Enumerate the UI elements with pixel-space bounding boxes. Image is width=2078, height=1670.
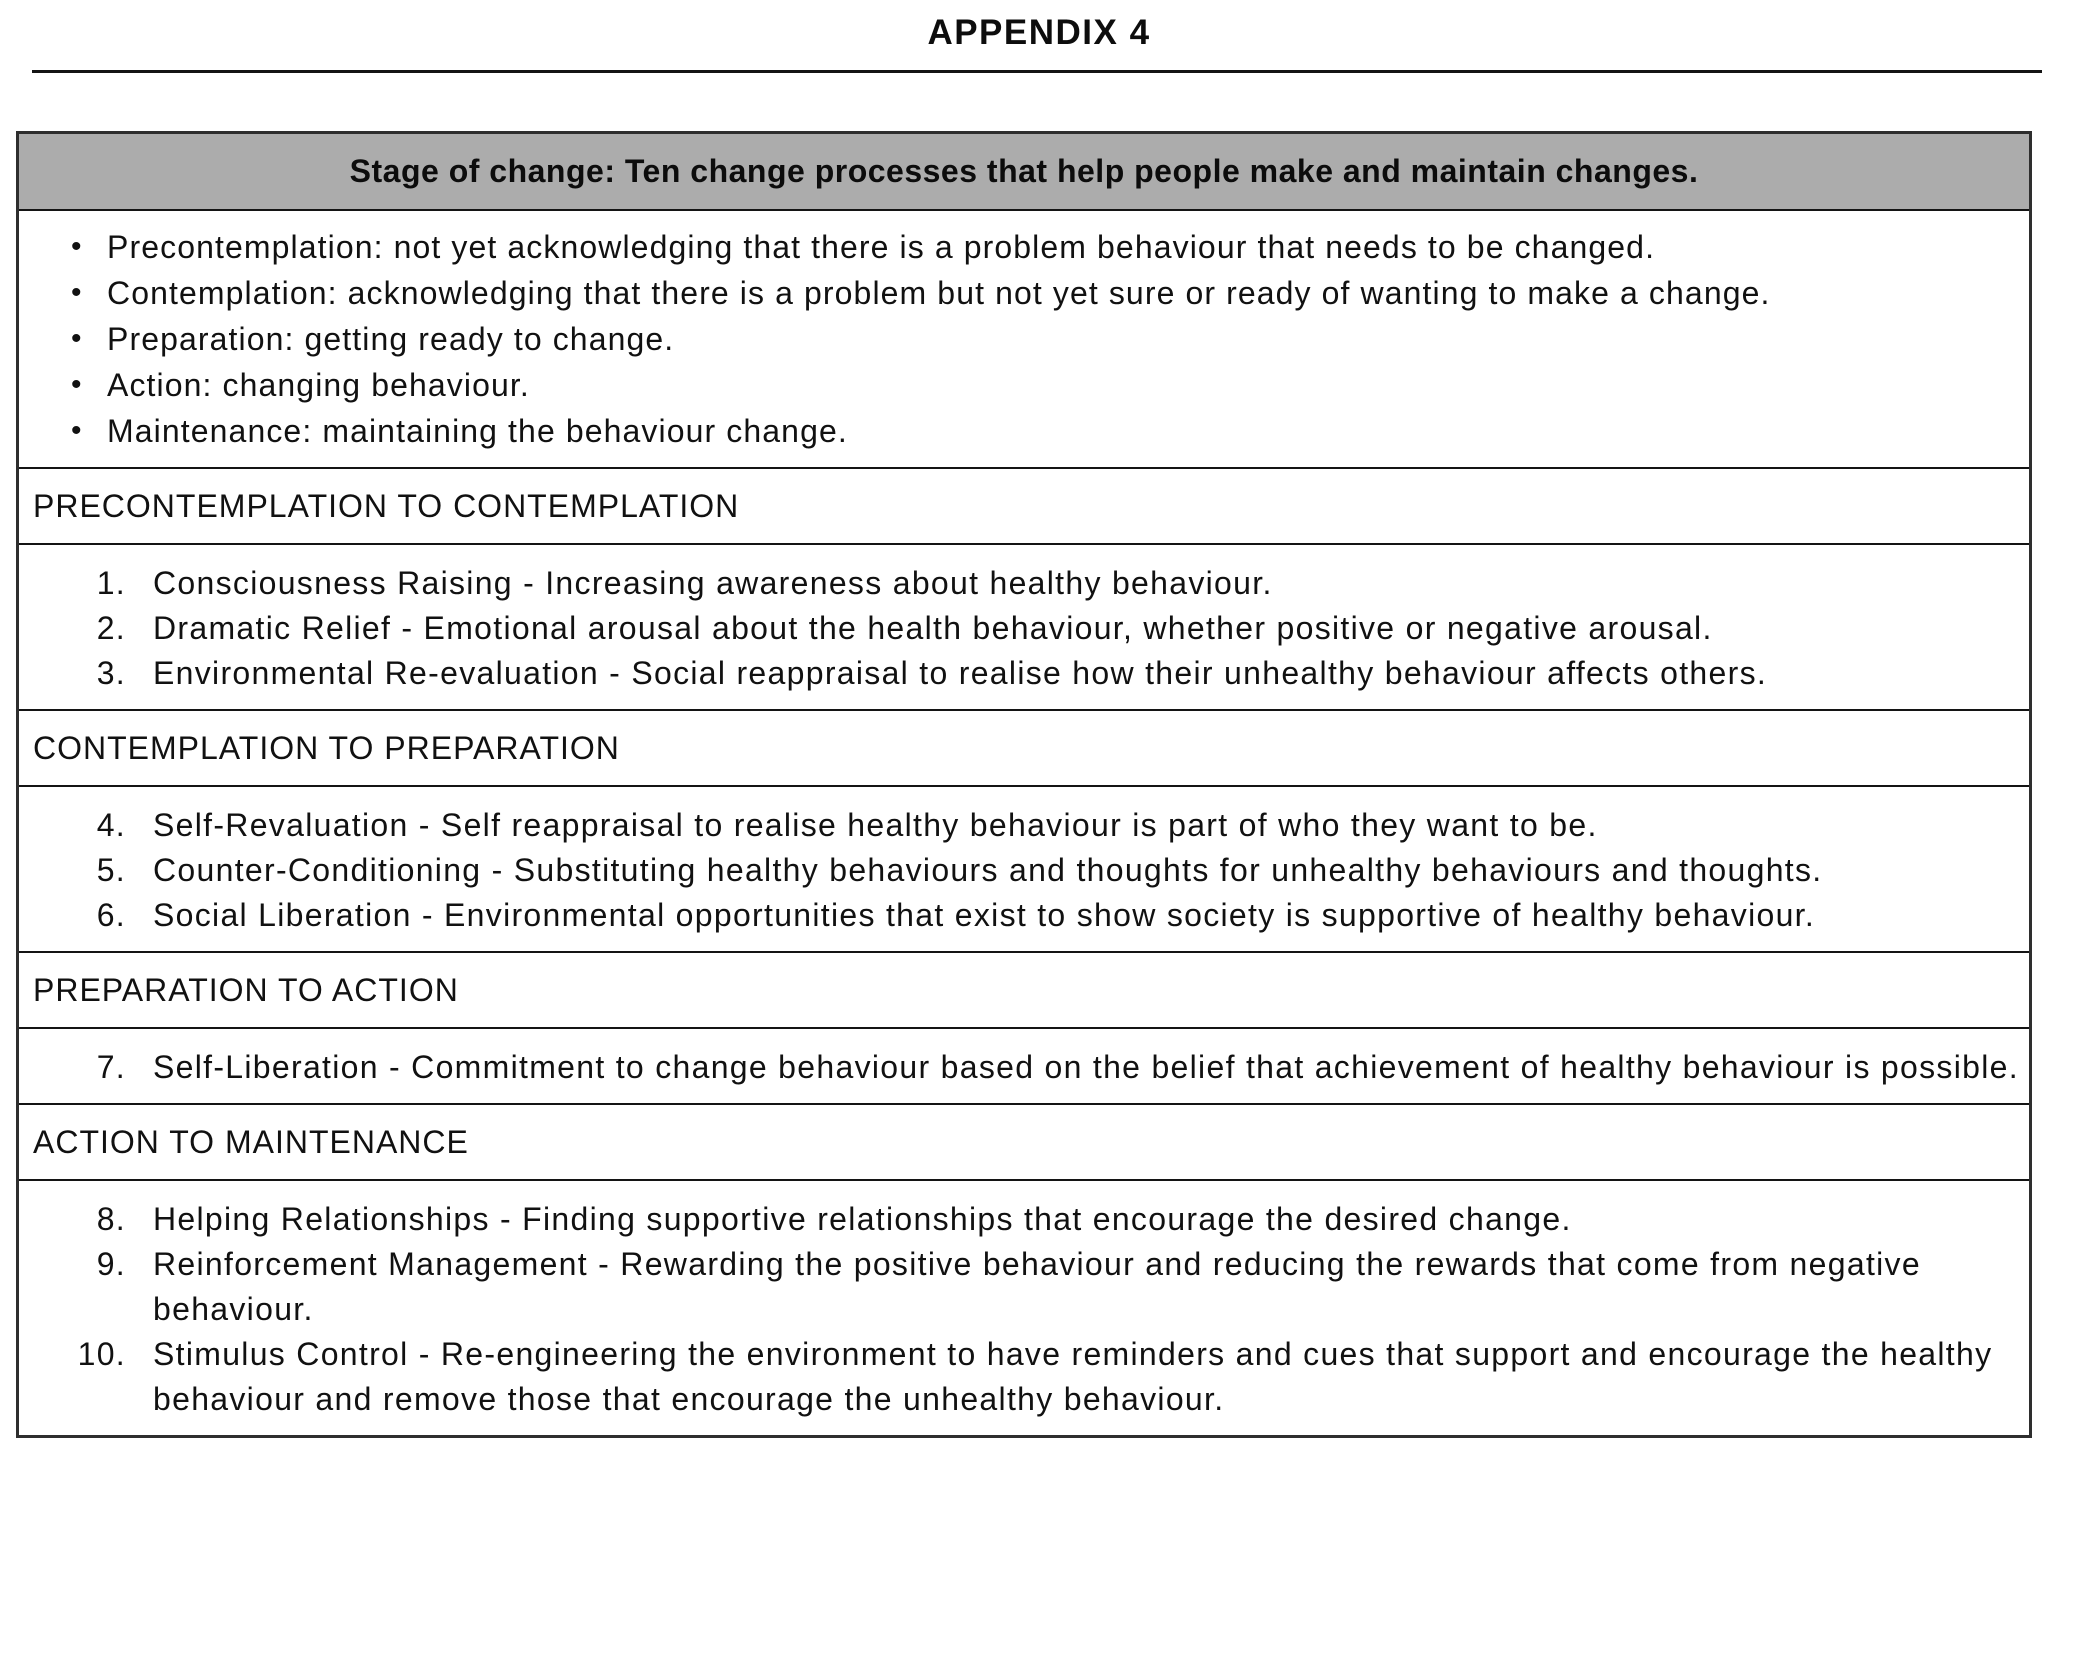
stage-text: Action: changing behaviour. [107,367,530,403]
item-text: Reinforcement Management - Rewarding the positive behaviour and reducing the rewards that come from negative behaviour. [153,1246,1921,1327]
stage-definition-list [19,209,2029,467]
process-list [19,543,2029,709]
item-text: Environmental Re-evaluation - Social reappraisal to realise how their unhealthy behaviour affects others. [153,655,1768,691]
list-item [19,362,1989,408]
stage-text: Precontemplation: not yet acknowledging that there is a problem behaviour that needs to be changed. [107,229,1656,265]
process-item [19,893,2027,938]
section-heading-contemplation-to-preparation: CONTEMPLATION TO PREPARATION [19,709,2029,785]
bullet-icon: • [71,276,83,309]
list-item [19,408,1989,454]
item-number: 9. [96,1246,126,1282]
item-text: Stimulus Control - Re-engineering the environment to have reminders and cues that support and encourage the healthy behaviour and remove those that encourage the unhealthy behaviour. [153,1336,1993,1417]
process-item [19,803,2027,848]
stage-text: Contemplation: acknowledging that there is a problem but not yet sure or ready of wanting to make a change. [107,275,1771,311]
page-title: APPENDIX 4 [927,13,1151,52]
list-item [19,270,1989,316]
process-list [19,785,2029,951]
process-item [19,1045,2027,1090]
stages-of-change-table [16,131,2032,1438]
item-text: Social Liberation - Environmental opportunities that exist to show society is supportive of healthy behaviour. [153,897,1816,933]
bullet-icon: • [71,414,83,447]
title-divider [32,70,2042,73]
item-text: Dramatic Relief - Emotional arousal about the health behaviour, whether positive or negative arousal. [153,610,1713,646]
item-text: Counter-Conditioning - Substituting healthy behaviours and thoughts for unhealthy behaviours and thoughts. [153,852,1823,888]
section-heading-action-to-maintenance: ACTION TO MAINTENANCE [19,1103,2029,1179]
process-item [19,606,2027,651]
process-item [19,561,2027,606]
item-number: 5. [96,852,126,888]
stage-text: Preparation: getting ready to change. [107,321,675,357]
item-number: 2. [96,610,126,646]
process-item [19,848,2027,893]
process-list [19,1027,2029,1103]
process-item [19,1332,2027,1422]
process-item [19,1197,2027,1242]
item-number: 7. [96,1049,126,1085]
process-item [19,651,2027,696]
bullet-icon: • [71,322,83,355]
table-header: Stage of change: Ten change processes that help people make and maintain changes. [19,134,2029,209]
process-list [19,1179,2029,1435]
item-text: Helping Relationships - Finding supportive relationships that encourage the desired change. [153,1201,1572,1237]
stage-text: Maintenance: maintaining the behaviour change. [107,413,848,449]
list-item [19,224,1989,270]
item-number: 1. [96,565,126,601]
bullet-icon: • [71,230,83,263]
item-number: 4. [96,807,126,843]
item-text: Self-Liberation - Commitment to change behaviour based on the belief that achievement of healthy behaviour is possible. [153,1049,2019,1085]
item-text: Consciousness Raising - Increasing awareness about healthy behaviour. [153,565,1273,601]
bullet-icon: • [71,368,83,401]
process-item [19,1242,2027,1332]
item-number: 10. [77,1336,126,1372]
item-number: 6. [96,897,126,933]
item-number: 3. [96,655,126,691]
section-heading-precontemplation-to-contemplation: PRECONTEMPLATION TO CONTEMPLATION [19,467,2029,543]
list-item [19,316,1989,362]
item-number: 8. [96,1201,126,1237]
item-text: Self-Revaluation - Self reappraisal to realise healthy behaviour is part of who they want to be. [153,807,1598,843]
section-heading-preparation-to-action: PREPARATION TO ACTION [19,951,2029,1027]
